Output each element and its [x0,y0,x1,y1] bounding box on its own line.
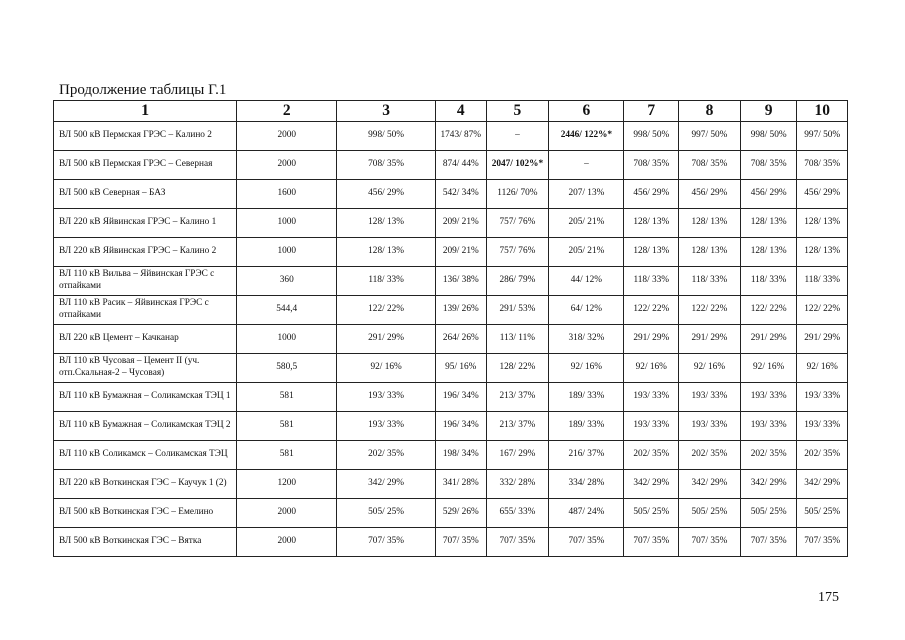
cell-value: 456/ 29% [797,180,848,209]
table-row [54,499,848,528]
cell-value: 505/ 25% [740,499,797,528]
col-header-8: 8 [679,101,741,122]
cell-value: 291/ 53% [486,296,549,325]
cell-value: 505/ 25% [679,499,741,528]
cell-capacity: 2000 [237,151,337,180]
line-name: ВЛ 110 кВ Вильва – Яйвинская ГРЭС с отпайками [54,267,237,296]
cell-value: 707/ 35% [797,528,848,557]
table-row [54,151,848,180]
cell-value: 44/ 12% [549,267,624,296]
line-name: ВЛ 110 кВ Бумажная – Соликамская ТЭЦ 2 [54,412,237,441]
cell-value: 92/ 16% [679,354,741,383]
cell-value: 128/ 13% [797,238,848,267]
col-header-1: 1 [54,101,237,122]
cell-value: 64/ 12% [549,296,624,325]
cell-capacity: 580,5 [237,354,337,383]
cell-value: 291/ 29% [740,325,797,354]
cell-value: 209/ 21% [436,238,486,267]
cell-value: 209/ 21% [436,209,486,238]
cell-value: 118/ 33% [679,267,741,296]
cell-value: 707/ 35% [337,528,436,557]
line-name: ВЛ 110 кВ Чусовая – Цемент II (уч. отп.Скальная-2 – Чусовая) [54,354,237,383]
table-row [54,122,848,151]
cell-value: 193/ 33% [740,383,797,412]
cell-capacity: 581 [237,383,337,412]
cell-value: 1126/ 70% [486,180,549,209]
col-header-5: 5 [486,101,549,122]
cell-value: 202/ 35% [679,441,741,470]
cell-value: 202/ 35% [740,441,797,470]
cell-value: 202/ 35% [624,441,679,470]
cell-value: 128/ 22% [486,354,549,383]
cell-value: 998/ 50% [740,122,797,151]
table-row [54,383,848,412]
cell-value: 118/ 33% [624,267,679,296]
cell-value: 264/ 26% [436,325,486,354]
cell-value: 128/ 13% [624,238,679,267]
cell-value: 193/ 33% [679,412,741,441]
cell-value: 92/ 16% [740,354,797,383]
table-row [54,470,848,499]
cell-value: 291/ 29% [679,325,741,354]
cell-value: 342/ 29% [797,470,848,499]
cell-value: 189/ 33% [549,383,624,412]
cell-value: 193/ 33% [797,383,848,412]
cell-value: 757/ 76% [486,238,549,267]
cell-value: 118/ 33% [740,267,797,296]
cell-value: 189/ 33% [549,412,624,441]
cell-value: 122/ 22% [337,296,436,325]
cell-value: 122/ 22% [797,296,848,325]
cell-value: 708/ 35% [624,151,679,180]
cell-capacity: 581 [237,412,337,441]
cell-value: 708/ 35% [337,151,436,180]
cell-value: 128/ 13% [679,238,741,267]
data-table [53,100,848,557]
cell-value: 342/ 29% [624,470,679,499]
cell-value: 529/ 26% [436,499,486,528]
cell-value: 998/ 50% [337,122,436,151]
cell-capacity: 1000 [237,325,337,354]
cell-value: 196/ 34% [436,383,486,412]
cell-value: 456/ 29% [740,180,797,209]
table-row [54,238,848,267]
cell-value: 198/ 34% [436,441,486,470]
cell-capacity: 1200 [237,470,337,499]
cell-value: 205/ 21% [549,209,624,238]
cell-value: 707/ 35% [740,528,797,557]
line-name: ВЛ 220 кВ Яйвинская ГРЭС – Калино 2 [54,238,237,267]
cell-capacity: 544,4 [237,296,337,325]
cell-value: 708/ 35% [679,151,741,180]
page-number: 175 [818,590,839,605]
cell-value: 193/ 33% [679,383,741,412]
cell-value: 286/ 79% [486,267,549,296]
cell-value: 342/ 29% [337,470,436,499]
cell-value: 291/ 29% [624,325,679,354]
cell-value: 342/ 29% [740,470,797,499]
cell-value: 1743/ 87% [436,122,486,151]
col-header-7: 7 [624,101,679,122]
line-name: ВЛ 500 кВ Пермская ГРЭС – Северная [54,151,237,180]
cell-value: 122/ 22% [679,296,741,325]
cell-value: 708/ 35% [797,151,848,180]
cell-value: 122/ 22% [740,296,797,325]
cell-value: 505/ 25% [797,499,848,528]
cell-value: 216/ 37% [549,441,624,470]
line-name: ВЛ 500 кВ Воткинская ГЭС – Вятка [54,528,237,557]
cell-value: 707/ 35% [486,528,549,557]
cell-value: 874/ 44% [436,151,486,180]
cell-value: 193/ 33% [337,383,436,412]
cell-value: 202/ 35% [337,441,436,470]
cell-value: 193/ 33% [740,412,797,441]
cell-value: 291/ 29% [337,325,436,354]
cell-value-overload: 2047/ 102%* [486,151,549,180]
cell-capacity: 1600 [237,180,337,209]
cell-value: 128/ 13% [337,238,436,267]
cell-value: 318/ 32% [549,325,624,354]
line-name: ВЛ 110 кВ Расик – Яйвинская ГРЭС с отпайками [54,296,237,325]
col-header-4: 4 [436,101,486,122]
table-row [54,325,848,354]
cell-value: 128/ 13% [679,209,741,238]
cell-value: 207/ 13% [549,180,624,209]
cell-value: 213/ 37% [486,412,549,441]
cell-value: 167/ 29% [486,441,549,470]
col-header-9: 9 [740,101,797,122]
cell-value: 128/ 13% [797,209,848,238]
cell-value: 456/ 29% [679,180,741,209]
cell-capacity: 2000 [237,528,337,557]
cell-value: 128/ 13% [624,209,679,238]
cell-capacity: 2000 [237,122,337,151]
cell-value: 998/ 50% [624,122,679,151]
cell-value: 113/ 11% [486,325,549,354]
cell-value: 128/ 13% [740,238,797,267]
cell-value: 341/ 28% [436,470,486,499]
cell-value: 139/ 26% [436,296,486,325]
cell-value: 193/ 33% [337,412,436,441]
cell-value: 542/ 34% [436,180,486,209]
col-header-10: 10 [797,101,848,122]
cell-value: 997/ 50% [797,122,848,151]
cell-value: 122/ 22% [624,296,679,325]
cell-value: 196/ 34% [436,412,486,441]
table-row [54,354,848,383]
cell-value: 92/ 16% [549,354,624,383]
col-header-2: 2 [237,101,337,122]
table-caption: Продолжение таблицы Г.1 [59,82,227,98]
col-header-3: 3 [337,101,436,122]
cell-value: 291/ 29% [797,325,848,354]
cell-capacity: 581 [237,441,337,470]
cell-value: 205/ 21% [549,238,624,267]
cell-value: 193/ 33% [624,383,679,412]
cell-value: 92/ 16% [797,354,848,383]
cell-value: 92/ 16% [624,354,679,383]
cell-value-overload: 2446/ 122%* [549,122,624,151]
cell-value: – [486,122,549,151]
cell-value: 487/ 24% [549,499,624,528]
table-row [54,441,848,470]
cell-value: 92/ 16% [337,354,436,383]
cell-value: 118/ 33% [797,267,848,296]
col-header-6: 6 [549,101,624,122]
line-name: ВЛ 220 кВ Цемент – Качканар [54,325,237,354]
table-row [54,412,848,441]
cell-value: 334/ 28% [549,470,624,499]
cell-capacity: 2000 [237,499,337,528]
cell-value: 757/ 76% [486,209,549,238]
table-row [54,209,848,238]
cell-value: 505/ 25% [337,499,436,528]
table-row [54,180,848,209]
cell-value: 707/ 35% [679,528,741,557]
cell-value: 707/ 35% [624,528,679,557]
cell-value: 332/ 28% [486,470,549,499]
cell-value: 118/ 33% [337,267,436,296]
cell-capacity: 360 [237,267,337,296]
cell-value: 202/ 35% [797,441,848,470]
cell-value: 193/ 33% [624,412,679,441]
cell-value: 655/ 33% [486,499,549,528]
line-name: ВЛ 500 кВ Воткинская ГЭС – Емелино [54,499,237,528]
cell-value: 707/ 35% [436,528,486,557]
line-name: ВЛ 220 кВ Яйвинская ГРЭС – Калино 1 [54,209,237,238]
table-row [54,528,848,557]
cell-value: 707/ 35% [549,528,624,557]
cell-value: 456/ 29% [337,180,436,209]
line-name: ВЛ 110 кВ Соликамск – Соликамская ТЭЦ [54,441,237,470]
cell-capacity: 1000 [237,238,337,267]
table-row [54,296,848,325]
cell-value: 95/ 16% [436,354,486,383]
header-row [54,101,848,122]
table-row [54,267,848,296]
cell-value: 128/ 13% [337,209,436,238]
line-name: ВЛ 220 кВ Воткинская ГЭС – Каучук 1 (2) [54,470,237,499]
cell-value: 342/ 29% [679,470,741,499]
cell-capacity: 1000 [237,209,337,238]
cell-value: 213/ 37% [486,383,549,412]
line-name: ВЛ 110 кВ Бумажная – Соликамская ТЭЦ 1 [54,383,237,412]
cell-value: 997/ 50% [679,122,741,151]
cell-value: 456/ 29% [624,180,679,209]
cell-value: – [549,151,624,180]
cell-value: 128/ 13% [740,209,797,238]
cell-value: 708/ 35% [740,151,797,180]
cell-value: 193/ 33% [797,412,848,441]
cell-value: 505/ 25% [624,499,679,528]
line-name: ВЛ 500 кВ Пермская ГРЭС – Калино 2 [54,122,237,151]
cell-value: 136/ 38% [436,267,486,296]
line-name: ВЛ 500 кВ Северная – БАЗ [54,180,237,209]
